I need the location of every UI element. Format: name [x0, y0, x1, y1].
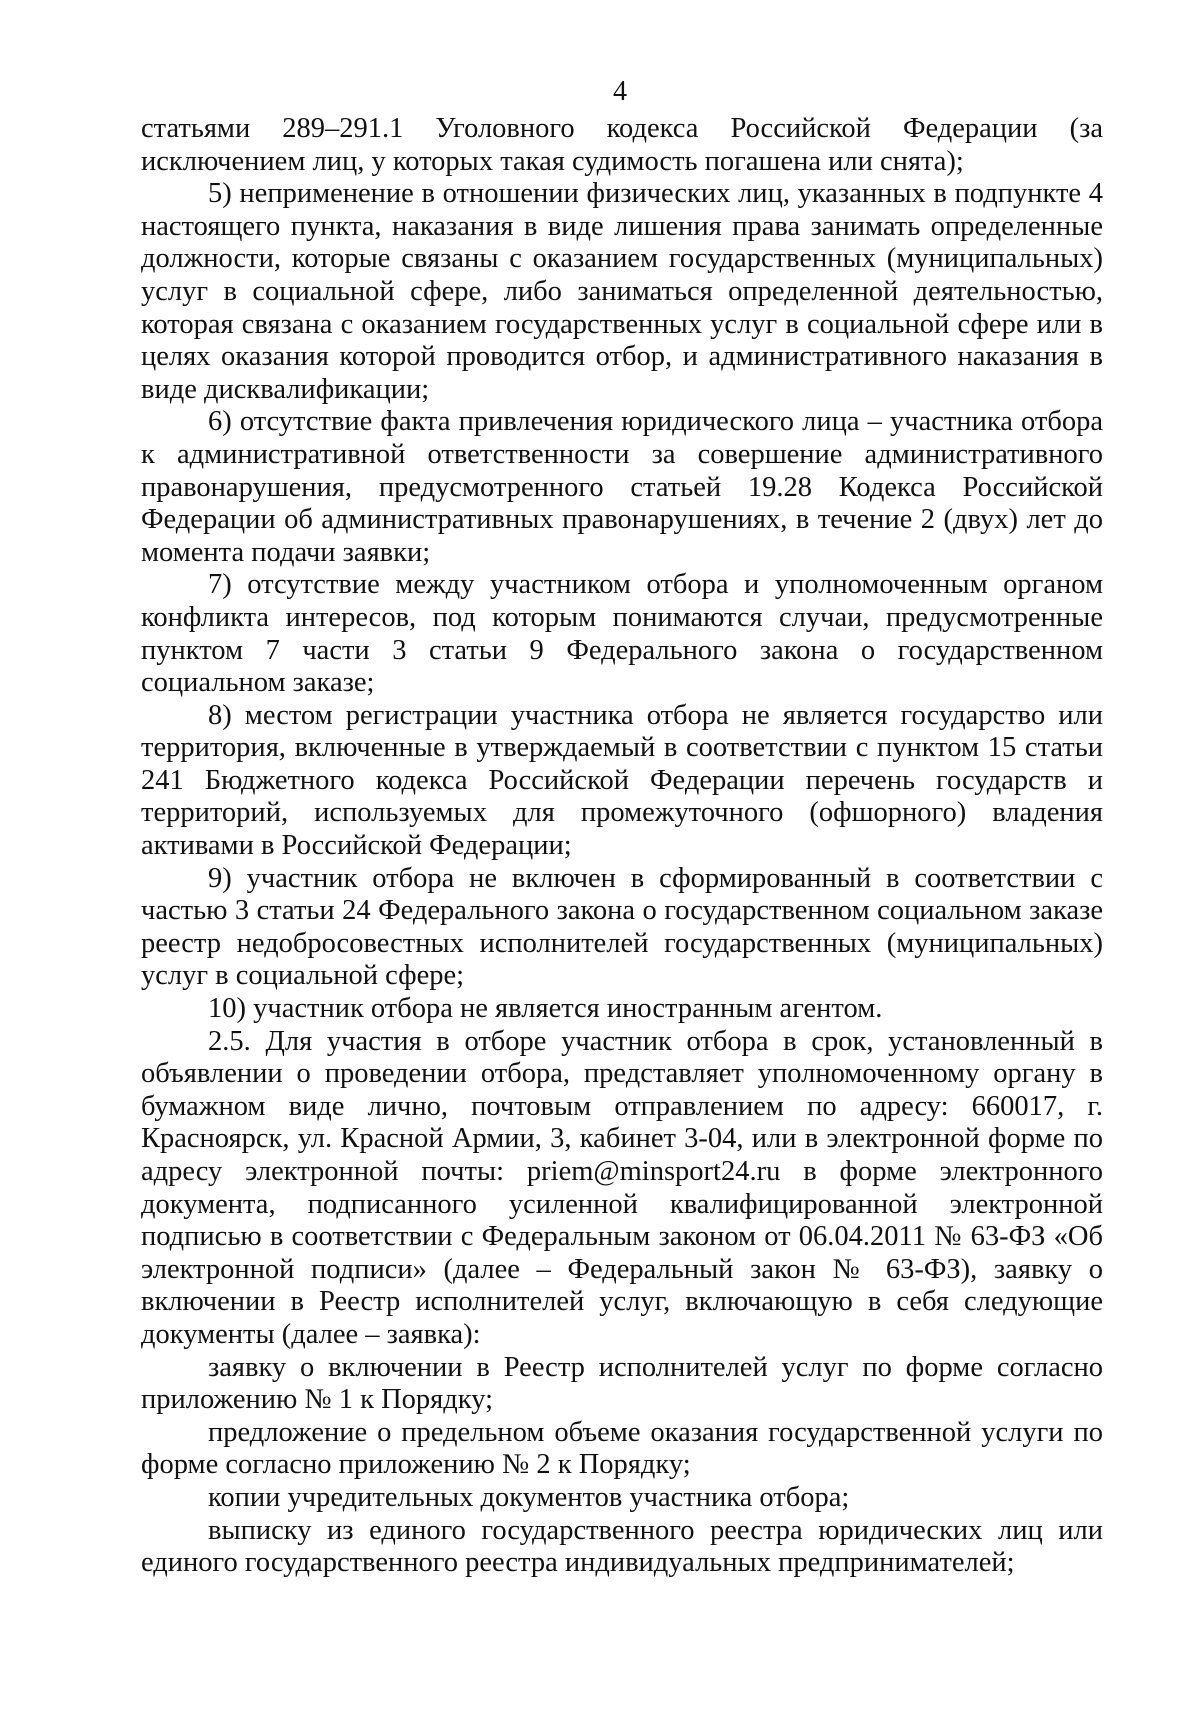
paragraph-criminal-record-end: статьями 289–291.1 Уголовного кодекса Российской Федерации (за исключением лиц, у которых такая судимость погашена или снята);: [141, 113, 1103, 177]
paragraph-item-7: 7) отсутствие между участником отбора и уполномоченным органом конфликта интересов, под которым понимаются случаи, предусмотренные пунктом 7 части 3 статьи 9 Федерального закона о государственном социальном заказе;: [141, 569, 1103, 699]
paragraph-founding-documents: копии учредительных документов участника отбора;: [208, 1481, 850, 1513]
paragraph-item-8: 8) местом регистрации участника отбора не является государство или территория, включенные в утверждаемый в соответствии с пунктом 15 статьи 241 Бюджетного кодекса Российской Федерации перечень государств и территорий, используемых для промежуточного (офшорного) владения активами в Российской Федерации;: [141, 699, 1103, 862]
document-body: [141, 113, 1103, 1580]
paragraph-item-9: 9) участник отбора не включен в сформированный в соответствии с частью 3 статьи 24 Федерального закона о государственном социальном заказе реестр недобросовестных исполнителей государственных (муниципальных) услуг в социальной сфере;: [141, 862, 1103, 992]
paragraph-volume-proposal: предложение о предельном объеме оказания государственной услуги по форме согласно приложению № 2 к Порядку;: [141, 1416, 1103, 1481]
paragraph-item-5: 5) неприменение в отношении физических лиц, указанных в подпункте 4 настоящего пункта, наказания в виде лишения права занимать определенные должности, которые связаны с оказанием государственных (муниципальных) услуг в социальной сфере, либо заниматься определенной деятельностью, которая связана с оказанием государственных услуг в социальной сфере или в целях оказания которой проводится отбор, и административного наказания в виде дисквалификации;: [141, 178, 1103, 405]
paragraph-item-10: 10) участник отбора не является иностранным агентом.: [208, 993, 883, 1025]
paragraph-section-2-5: 2.5. Для участия в отборе участник отбора в срок, установленный в объявлении о проведении отбора, представляет уполномоченному органу в бумажном виде лично, почтовым отправлением по адресу: 660017, г. Красноярск, ул. Красной Армии, 3, кабинет 3-04, или в электронной форме по адресу электронной почты: priem@minsport24.ru в форме электронного документа, подписанного усиленной квалифицированной электронной подписью в соответствии с Федеральным законом от 06.04.2011 № 63-ФЗ «Об электронной подписи» (далее – Федеральный закон № 63-ФЗ), заявку о включении в Реестр исполнителей услуг, включающую в себя следующие документы (далее – заявка):: [141, 1025, 1103, 1350]
paragraph-registry-extract: выписку из единого государственного реестра юридических лиц или единого государственного реестра индивидуальных предпринимателей;: [141, 1514, 1103, 1579]
paragraph-application-form: заявку о включении в Реестр исполнителей услуг по форме согласно приложению № 1 к Порядку;: [141, 1351, 1103, 1416]
paragraph-item-6: 6) отсутствие факта привлечения юридического лица – участника отбора к административной ответственности за совершение административного правонарушения, предусмотренного статьей 19.28 Кодекса Российской Федерации об административных правонарушениях, в течение 2 (двух) лет до момента подачи заявки;: [141, 406, 1103, 568]
page-number: 4: [613, 76, 627, 107]
